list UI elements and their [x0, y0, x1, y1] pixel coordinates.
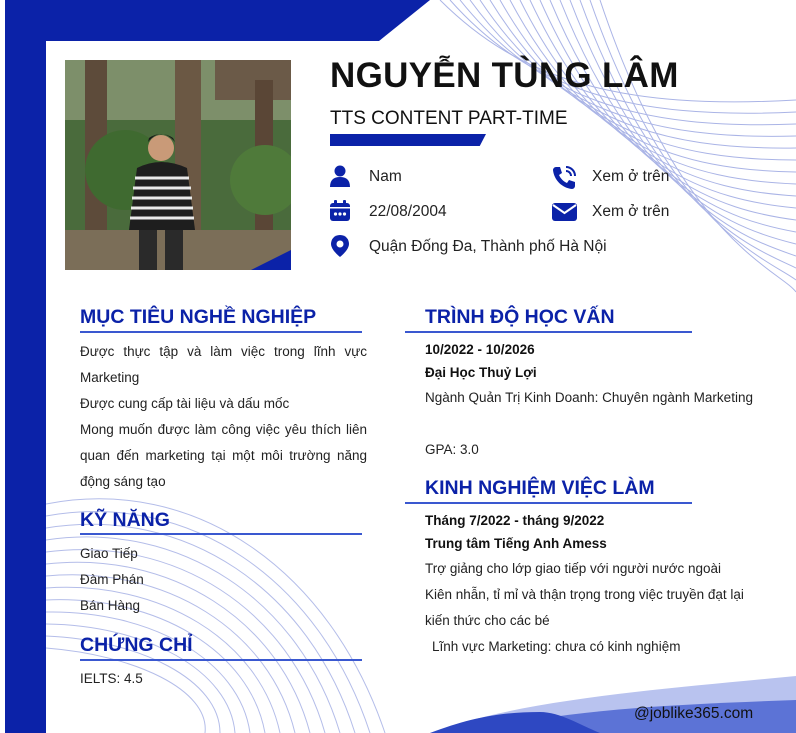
- phone-icon: [552, 165, 577, 190]
- email-value: Xem ở trên: [592, 203, 670, 220]
- experience-divider: [405, 502, 692, 504]
- objective-title: MỤC TIÊU NGHỀ NGHIỆP: [80, 306, 317, 328]
- location-pin-icon: [329, 235, 351, 257]
- phone-value: Xem ở trên: [592, 168, 670, 185]
- address-value: Quận Đống Đa, Thành phố Hà Nội: [369, 238, 607, 255]
- education-divider: [405, 331, 692, 333]
- certificate-item: IELTS: 4.5: [80, 671, 143, 686]
- experience-item: Trợ giảng cho lớp giao tiếp với người nước ngoài: [425, 561, 721, 576]
- experience-title: KINH NGHIỆM VIỆC LÀM: [425, 477, 655, 499]
- skills-title: KỸ NĂNG: [80, 509, 170, 531]
- skill-item: Giao Tiếp: [80, 546, 138, 561]
- gender-value: Nam: [369, 168, 402, 185]
- objective-item: Được cung cấp tài liệu và dấu mốc: [80, 396, 290, 411]
- birthday-value: 22/08/2004: [369, 203, 447, 220]
- objective-item: Được thực tập và làm việc trong lĩnh vực Marketing: [80, 344, 367, 385]
- person-icon: [329, 165, 351, 187]
- experience-period: Tháng 7/2022 - tháng 9/2022: [425, 513, 605, 528]
- title-underline: [330, 134, 486, 146]
- education-title: TRÌNH ĐỘ HỌC VẤN: [425, 306, 615, 328]
- experience-item: Kiên nhẫn, tỉ mỉ và thận trọng trong việc truyền đạt lại kiến thức cho các bé: [425, 587, 744, 628]
- experience-company: Trung tâm Tiếng Anh Amess: [425, 536, 607, 551]
- skill-item: Đàm Phán: [80, 572, 144, 587]
- top-accent-bar: [5, 0, 430, 41]
- education-period: 10/2022 - 10/2026: [425, 342, 535, 357]
- watermark: @joblike365.com: [634, 705, 754, 722]
- education-school: Đại Học Thuỷ Lợi: [425, 365, 537, 380]
- candidate-name: NGUYỄN TÙNG LÂM: [330, 56, 679, 95]
- calendar-icon: [329, 200, 351, 222]
- experience-item: Lĩnh vực Marketing: chưa có kinh nghiệm: [432, 639, 681, 654]
- profile-photo: [65, 60, 291, 270]
- certificates-divider: [80, 659, 362, 661]
- objective-item: Mong muốn được làm công việc yêu thích liên quan đến marketing tại một môi trường năng động sáng tạo: [80, 422, 367, 489]
- objective-divider: [80, 331, 362, 333]
- skills-divider: [80, 533, 362, 535]
- envelope-icon: [552, 201, 577, 223]
- certificates-title: CHỨNG CHỈ: [80, 634, 193, 656]
- left-accent-bar: [5, 0, 46, 733]
- skill-item: Bán Hàng: [80, 598, 141, 613]
- job-title: TTS CONTENT PART-TIME: [330, 108, 568, 129]
- education-major: Ngành Quản Trị Kinh Doanh: Chuyên ngành Marketing: [425, 390, 753, 405]
- education-gpa: GPA: 3.0: [425, 442, 479, 457]
